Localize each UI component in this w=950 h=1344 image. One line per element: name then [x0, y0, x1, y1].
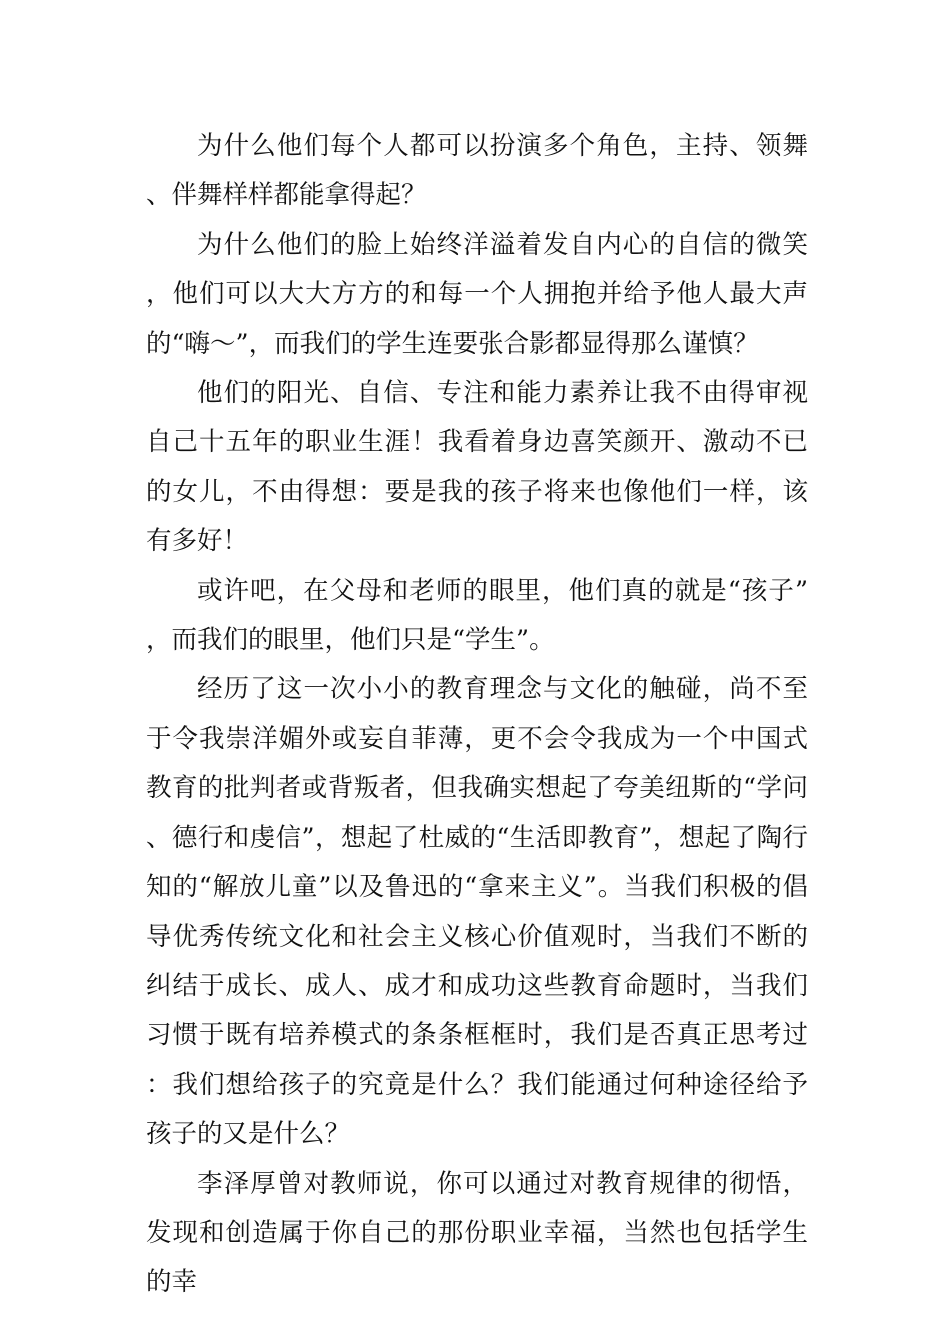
- paragraph-2: 为什么他们的脸上始终洋溢着发自内心的自信的微笑，他们可以大大方方的和每一个人拥抱并给予他人最大声的“嗨～”，而我们的学生连要张合影都显得那么谨慎？: [146, 229, 808, 359]
- paragraph-6: 李泽厚曾对教师说，你可以通过对教育规律的彻悟，发现和创造属于你自己的那份职业幸福，当然也包括学生的幸: [146, 1168, 808, 1298]
- paragraph-5: 经历了这一次小小的教育理念与文化的触碰，尚不至于令我崇洋媚外或妄自菲薄，更不会令我成为一个中国式教育的批判者或背叛者，但我确实想起了夸美纽斯的“学问、德行和虔信”，想起了杜威的“生活即教育”，想起了陶行知的“解放儿童”以及鲁迅的“拿来主义”。当我们积极的倡导优秀传统文化和社会主义核心价值观时，当我们不断的纠结于成长、成人、成才和成功这些教育命题时，当我们习惯于既有培养模式的条条框框时，我们是否真正思考过：我们想给孩子的究竟是什么？我们能通过何种途径给予孩子的又是什么？: [146, 674, 808, 1150]
- document-body: [146, 122, 808, 1308]
- paragraph-4: 或许吧，在父母和老师的眼里，他们真的就是“孩子”，而我们的眼里，他们只是“学生”。: [146, 575, 808, 656]
- paragraph-3: 他们的阳光、自信、专注和能力素养让我不由得审视自己十五年的职业生涯！我看着身边喜笑颜开、激动不已的女儿，不由得想：要是我的孩子将来也像他们一样，该有多好！: [146, 378, 808, 557]
- paragraph-1: 为什么他们每个人都可以扮演多个角色，主持、领舞、伴舞样样都能拿得起？: [146, 131, 808, 211]
